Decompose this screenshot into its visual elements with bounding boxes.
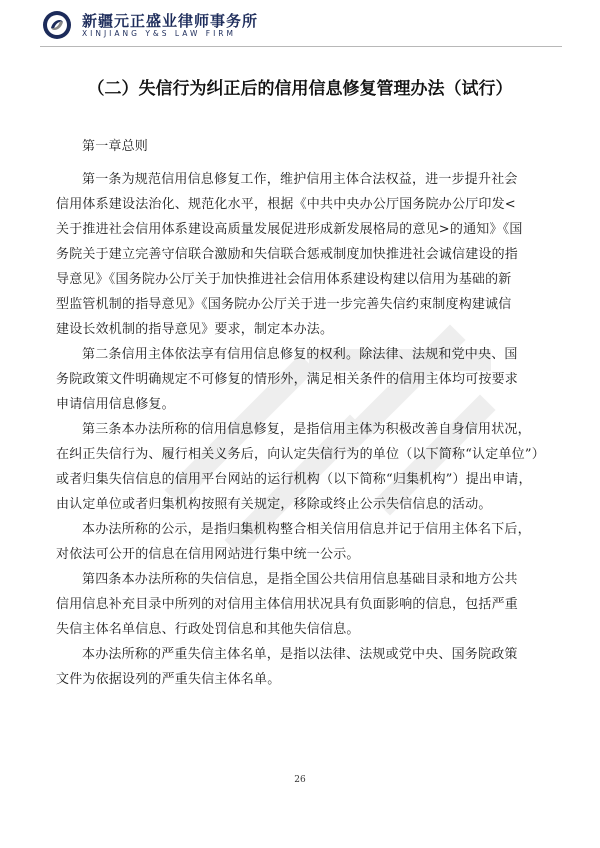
text-line: 第四条本办法所称的失信信息，是指全国公共信用信息基础目录和地方公共 bbox=[82, 572, 518, 587]
text-line: 本办法所称的严重失信主体名单，是指以法律、法规或党中央、国务院政策 bbox=[82, 647, 518, 662]
firm-logo-icon bbox=[42, 10, 72, 40]
text-line: 对依法可公开的信息在信用网站进行集中统一公示。 bbox=[56, 547, 360, 562]
text-line: 务院政策文件明确规定不可修复的情形外，满足相关条件的信用主体均可按要求 bbox=[56, 372, 519, 387]
text-line: 在纠正失信行为、履行相关义务后，向认定失信行为的单位（以下简称“认定单位”） bbox=[56, 447, 545, 462]
text-line: 关于推进社会信用体系建设高质量发展促进形成新发展格局的意见>的通知》《国 bbox=[56, 222, 523, 237]
document-body bbox=[56, 134, 552, 692]
text-line: 第一章总则 bbox=[82, 139, 149, 154]
header-divider bbox=[40, 46, 562, 47]
text-line: 第三条本办法所称的信用信息修复，是指信用主体为积极改善自身信用状况， bbox=[82, 422, 531, 437]
text-line: 失信主体名单信息、行政处罚信息和其他失信信息。 bbox=[56, 622, 360, 637]
firm-name-cn: 新疆元正盛业律师事务所 bbox=[82, 12, 259, 30]
text-line: 申请信用信息修复。 bbox=[56, 397, 175, 412]
text-line: 文件为依据设列的严重失信主体名单。 bbox=[56, 672, 281, 687]
text-line: 由认定单位或者归集机构按照有关规定，移除或终止公示失信信息的活动。 bbox=[56, 497, 492, 512]
page-title: （二）失信行为纠正后的信用信息修复管理办法（试行） bbox=[87, 79, 513, 99]
text-line: 或者归集失信信息的信用平台网站的运行机构（以下简称“归集机构”）提出申请， bbox=[56, 472, 532, 487]
firm-name-en: XINJIANG Y&S LAW FIRM bbox=[82, 29, 236, 38]
text-line: 第一条为规范信用信息修复工作，维护信用主体合法权益，进一步提升社会 bbox=[82, 172, 518, 187]
text-line: 信用信息补充目录中所列的对信用主体信用状况具有负面影响的信息，包括严重 bbox=[56, 597, 519, 612]
text-line: 第二条信用主体依法享有信用信息修复的权利。除法律、法规和党中央、国 bbox=[82, 347, 518, 362]
page-number: 26 bbox=[294, 775, 306, 785]
text-line: 本办法所称的公示，是指归集机构整合相关信用信息并记于信用主体名下后， bbox=[82, 522, 531, 537]
text-line: 导意见》《国务院办公厅关于加快推进社会信用体系建设构建以信用为基础的新 bbox=[56, 272, 512, 287]
text-line: 信用体系建设法治化、规范化水平，根据《中共中央办公厅国务院办公厅印发< bbox=[56, 197, 516, 212]
letterhead bbox=[42, 8, 562, 42]
text-line: 型监管机制的指导意见》《国务院办公厅关于进一步完善失信约束制度构建诚信 bbox=[56, 297, 512, 312]
text-line: 建设长效机制的指导意见》要求，制定本办法。 bbox=[56, 322, 334, 337]
text-line: 务院关于建立完善守信联合激励和失信联合惩戒制度加快推进社会诚信建设的指 bbox=[56, 247, 519, 262]
